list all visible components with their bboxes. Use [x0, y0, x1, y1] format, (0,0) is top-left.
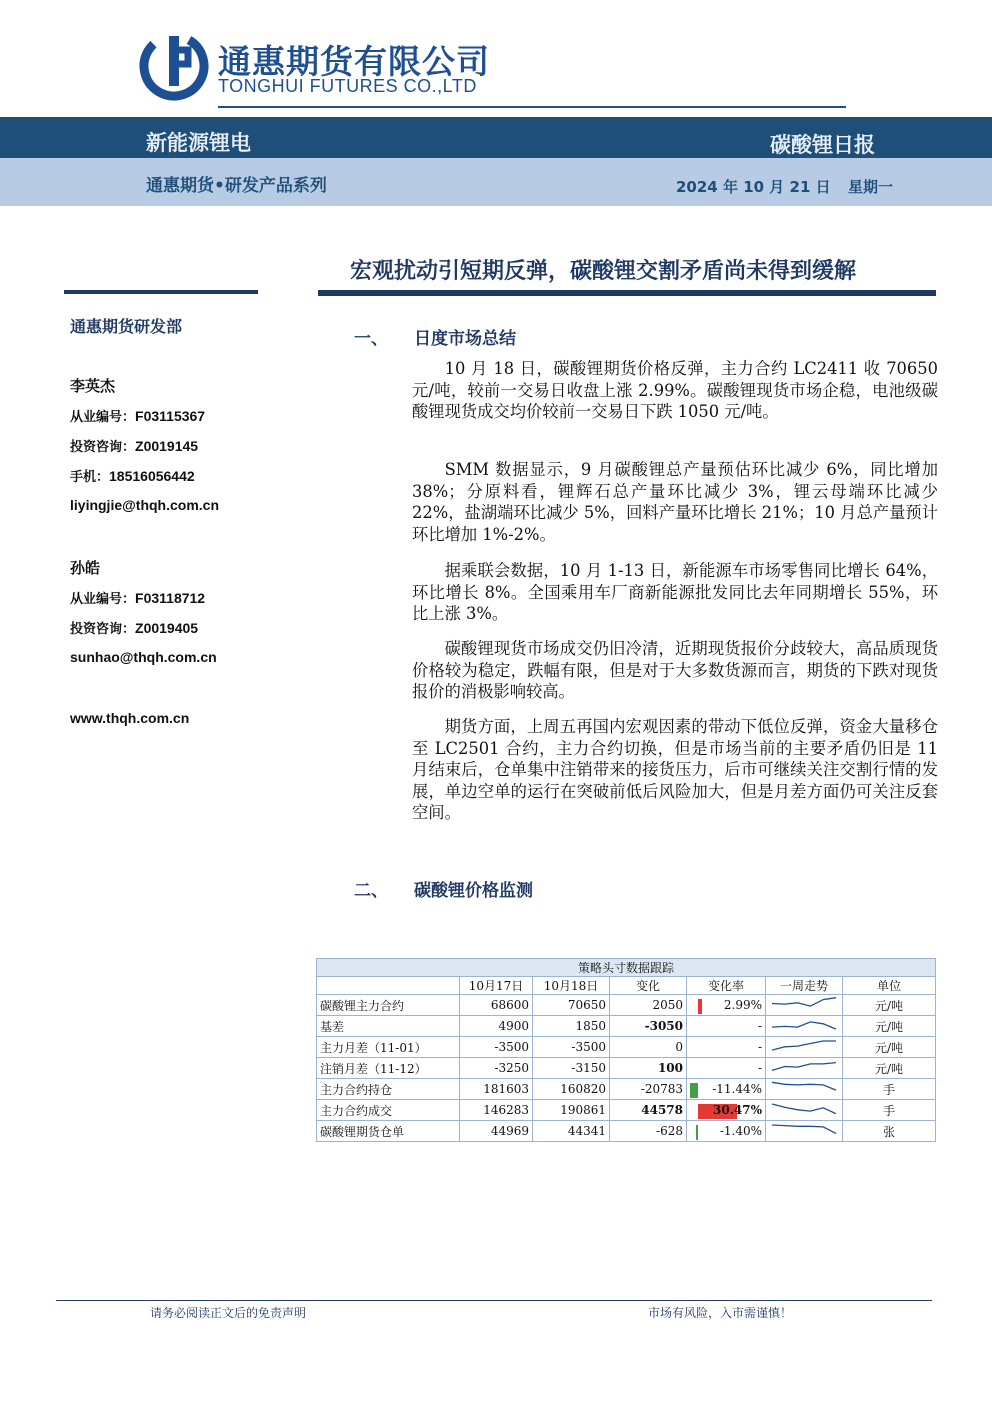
column-header: 一周走势 [766, 977, 843, 995]
report-title: 宏观扰动引短期反弹，碳酸锂交割矛盾尚未得到缓解 [350, 258, 857, 284]
section-number: 一、 [354, 329, 388, 349]
change-rate-bar [690, 1103, 762, 1117]
row-label: 主力合约持仓 [317, 1079, 460, 1100]
company-name-en: TONGHUI FUTURES CO.,LTD [218, 76, 477, 96]
change-rate-bar [690, 1040, 762, 1054]
cell-unit: 元/吨 [843, 1058, 936, 1079]
analyst-consult [70, 618, 198, 637]
change-rate-bar [690, 1061, 762, 1075]
weekly-trend-sparkline [766, 1100, 843, 1121]
weekly-trend-sparkline [766, 1037, 843, 1058]
sparkline-line [772, 1063, 836, 1071]
cell-oct17: 68600 [460, 995, 533, 1016]
title-divider [318, 290, 936, 296]
change-rate-bar [690, 1082, 762, 1096]
change-rate-text: - [757, 1019, 762, 1033]
consult-label: 投资咨询： [70, 440, 136, 455]
license-value: F03118712 [135, 590, 206, 606]
sparkline-line [772, 1041, 836, 1050]
company-website-link[interactable]: www.thqh.com.cn [70, 710, 190, 726]
change-rate-text: - [757, 1061, 762, 1075]
paragraph: 碳酸锂现货市场成交仍旧冷清，近期现货报价分歧较大，高品质现货价格较为稳定，跌幅有限，但是对于大多数货源而言，期货的下跌对现货报价的消极影响较高。 [412, 639, 938, 701]
row-label: 碳酸锂主力合约 [317, 995, 460, 1016]
change-rate-text: - [757, 1040, 762, 1054]
sparkline-line [772, 1082, 836, 1090]
cell-oct17: 181603 [460, 1079, 533, 1100]
weekly-trend-sparkline [766, 1016, 843, 1037]
cell-oct17: -3250 [460, 1058, 533, 1079]
change-rate-text: -11.44% [712, 1082, 762, 1096]
change-rate-bar [690, 1019, 762, 1033]
table-row [317, 1100, 936, 1121]
cell-change-rate [687, 1121, 766, 1142]
column-header: 10月18日 [533, 977, 610, 995]
cell-unit: 张 [843, 1121, 936, 1142]
weekly-trend-sparkline [766, 1079, 843, 1100]
table-caption-row [317, 959, 936, 977]
sparkline-line [772, 1104, 836, 1114]
consult-value: Z0019405 [135, 620, 199, 636]
footer-disclaimer[interactable]: 请务必阅读正文后的免责声明 [150, 1306, 307, 1320]
rate-bar-fill [690, 1083, 698, 1098]
table-row [317, 1058, 936, 1079]
table-row [317, 1079, 936, 1100]
cell-oct18: 70650 [533, 995, 610, 1016]
paragraph: 10 月 18 日，碳酸锂期货价格反弹，主力合约 LC2411 收 70650 元/吨，较前一交易日收盘上涨 2.99%。碳酸锂现货市场企稳，电池级碳酸锂现货成交均价较前一交易日下跌 1050 元/吨。 [412, 359, 938, 421]
report-category: 新能源锂电 [146, 131, 251, 155]
license-label: 从业编号： [70, 410, 136, 425]
footer-divider [56, 1300, 932, 1301]
column-header [317, 977, 460, 995]
cell-oct18: 44341 [533, 1121, 610, 1142]
table-row [317, 1037, 936, 1058]
analyst-consult [70, 436, 198, 455]
report-date: 2024 年 10 月 21 日 [676, 178, 831, 196]
table-row [317, 995, 936, 1016]
cell-change-rate [687, 995, 766, 1016]
analyst-license [70, 588, 205, 607]
cell-change: 2050 [610, 995, 687, 1016]
cell-unit: 元/吨 [843, 1037, 936, 1058]
column-header: 变化 [610, 977, 687, 995]
paragraph: SMM 数据显示，9 月碳酸锂总产量预估环比减少 6%，同比增加 38%；分原料看，锂辉石总产量环比减少 3%，锂云母端环比减少 22%，盐湖端环比减少 5%，回料产量环比增长 21%；10 月总产量预计环比增加 1%-2%。 [412, 460, 938, 544]
change-rate-text: 30.47% [713, 1103, 762, 1117]
cell-unit: 手 [843, 1100, 936, 1121]
cell-change: 44578 [610, 1100, 687, 1121]
price-tracking-table [316, 958, 936, 1142]
company-name-cn: 通惠期货有限公司 [218, 42, 490, 81]
cell-change-rate [687, 1037, 766, 1058]
cell-change: -628 [610, 1121, 687, 1142]
phone-label: 手机： [70, 470, 110, 485]
sparkline-line [772, 1125, 836, 1133]
company-logo-icon [138, 30, 210, 102]
cell-change-rate [687, 1016, 766, 1037]
cell-change: -20783 [610, 1079, 687, 1100]
report-series: 通惠期货•研发产品系列 [146, 176, 327, 196]
row-label: 注销月差（11-12） [317, 1058, 460, 1079]
analyst-name: 孙皓 [70, 559, 101, 577]
license-label: 从业编号： [70, 592, 136, 607]
cell-oct18: 1850 [533, 1016, 610, 1037]
cell-oct17: 4900 [460, 1016, 533, 1037]
change-rate-text: -1.40% [719, 1124, 762, 1138]
section-title: 日度市场总结 [414, 329, 516, 349]
section-number: 二、 [354, 881, 388, 901]
analyst-name: 李英杰 [70, 377, 116, 395]
paragraph: 据乘联会数据，10 月 1-13 日，新能源车市场零售同比增长 64%，环比增长 8%。全国乘用车厂商新能源批发同比去年同期增长 55%，环比上涨 3%。 [412, 561, 938, 623]
column-header: 变化率 [687, 977, 766, 995]
weekly-trend-sparkline [766, 1058, 843, 1079]
analyst-license [70, 406, 205, 425]
change-rate-bar [690, 1124, 762, 1138]
column-header: 单位 [843, 977, 936, 995]
footer-risk-notice: 市场有风险，入市需谨慎！ [648, 1306, 793, 1320]
cell-oct18: -3150 [533, 1058, 610, 1079]
sparkline-line [772, 998, 836, 1006]
column-header: 10月17日 [460, 977, 533, 995]
license-value: F03115367 [135, 408, 206, 424]
row-label: 主力合约成交 [317, 1100, 460, 1121]
cell-change-rate [687, 1079, 766, 1100]
rate-bar-fill [698, 999, 702, 1014]
table-caption: 策略头寸数据跟踪 [317, 959, 936, 977]
cell-unit: 元/吨 [843, 1016, 936, 1037]
table-row [317, 1016, 936, 1037]
cell-unit: 元/吨 [843, 995, 936, 1016]
row-label: 主力月差（11-01） [317, 1037, 460, 1058]
consult-value: Z0019145 [135, 438, 199, 454]
analyst-email[interactable]: liyingjie@thqh.com.cn [70, 497, 219, 513]
change-rate-text: 2.99% [723, 998, 762, 1012]
cell-change: 100 [610, 1058, 687, 1079]
cell-oct17: 44969 [460, 1121, 533, 1142]
cell-unit: 手 [843, 1079, 936, 1100]
table-row [317, 1121, 936, 1142]
cell-change-rate [687, 1100, 766, 1121]
cell-oct18: 160820 [533, 1079, 610, 1100]
consult-label: 投资咨询： [70, 622, 136, 637]
cell-oct18: -3500 [533, 1037, 610, 1058]
row-label: 基差 [317, 1016, 460, 1037]
paragraph: 期货方面，上周五再国内宏观因素的带动下低位反弹，资金大量移仓至 LC2501 合约，主力合约切换，但是市场当前的主要矛盾仍旧是 11 月结束后，仓单集中注销带来的接货压力，后市可继续关注交割行情的发展，单边空单的运行在突破前低后风险加大，但是月差方面仍可关注反套空间。 [412, 717, 938, 822]
analyst-phone [70, 466, 195, 485]
weekly-trend-sparkline [766, 995, 843, 1016]
cell-change-rate [687, 1058, 766, 1079]
analyst-email[interactable]: sunhao@thqh.com.cn [70, 649, 217, 665]
cell-oct18: 190861 [533, 1100, 610, 1121]
research-dept: 通惠期货研发部 [70, 317, 183, 336]
logo-divider [218, 106, 846, 108]
cell-change: 0 [610, 1037, 687, 1058]
weekly-trend-sparkline [766, 1121, 843, 1142]
table-header-row [317, 977, 936, 995]
phone-value: 18516056442 [109, 468, 195, 484]
cell-change: -3050 [610, 1016, 687, 1037]
rate-bar-fill [696, 1125, 698, 1140]
change-rate-bar [690, 998, 762, 1012]
section-title: 碳酸锂价格监测 [414, 881, 533, 901]
sparkline-line [772, 1022, 836, 1029]
cell-oct17: 146283 [460, 1100, 533, 1121]
row-label: 碳酸锂期货仓单 [317, 1121, 460, 1142]
sidebar-divider [64, 290, 258, 294]
report-weekday: 星期一 [848, 178, 894, 196]
cell-oct17: -3500 [460, 1037, 533, 1058]
report-type: 碳酸锂日报 [770, 133, 875, 157]
